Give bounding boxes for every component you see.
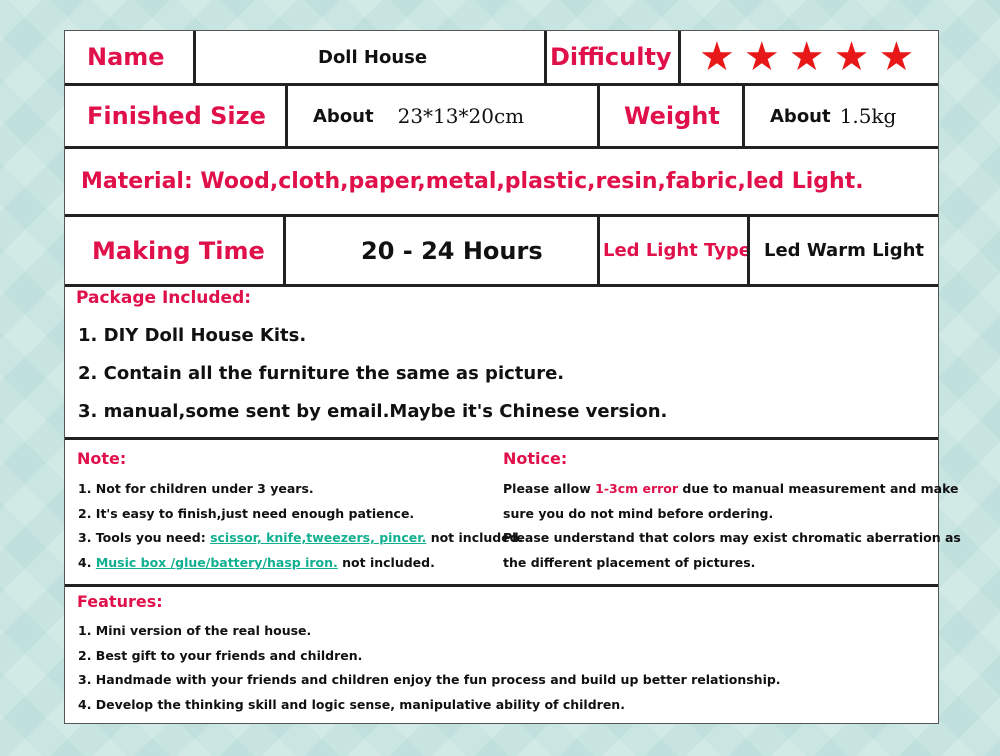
extras-link: Music box /glue/battery/hasp iron. [95,555,338,570]
package-section [65,287,938,440]
feature-item: 4. Develop the thinking skill and logic sense, manipulative ability of children. [78,697,625,712]
size-prefix: About [313,105,374,127]
feature-item: 3. Handmade with your friends and children enjoy the fun process and build up better relationship. [78,672,781,687]
name-value: Doll House [318,46,428,68]
note-title: Note: [77,449,127,468]
size-value: 23*13*20cm [397,104,525,128]
note-line: 3. Tools you need: scissor, knife,tweezers, pincer. not included. [78,530,524,545]
star-icon: ★ [743,34,780,80]
notice-line: Please allow 1-3cm error due to manual measurement and make [503,481,959,496]
package-item: 3. manual,some sent by email.Maybe it's Chinese version. [78,401,668,422]
led-type-label: Led Light Type [603,240,752,261]
package-title: Package Included: [76,288,252,308]
spec-sheet [64,30,961,724]
star-icon: ★ [788,34,825,80]
difficulty-stars [678,31,938,83]
notice-line: sure you do not mind before ordering. [503,506,774,521]
error-highlight: 1-3cm error [595,481,679,496]
making-time-value: 20 - 24 Hours [361,236,543,265]
note-notice-section [65,440,961,587]
making-time-row [65,217,938,287]
note-line: 2. It's easy to finish,just need enough patience. [78,506,415,521]
package-item: 2. Contain all the furniture the same as picture. [78,363,565,384]
package-item: 1. DIY Doll House Kits. [78,325,307,346]
notice-line: the different placement of pictures. [503,555,756,570]
weight-label: Weight [624,102,720,130]
notice-title: Notice: [503,449,568,468]
weight-prefix: About [770,105,831,127]
material-row [65,149,938,217]
features-section [65,587,938,723]
star-icon: ★ [833,34,870,80]
making-time-label: Making Time [92,236,265,265]
size-row [65,86,938,149]
weight-value: 1.5kg [839,104,897,128]
features-title: Features: [77,592,163,611]
name-row [65,31,938,86]
name-label: Name [87,43,165,71]
difficulty-label: Difficulty [550,43,672,71]
led-type-value: Led Warm Light [764,240,925,261]
star-icon: ★ [878,34,915,80]
note-line: 1. Not for children under 3 years. [78,481,314,496]
note-line: 4. Music box /glue/battery/hasp iron. not included. [78,555,435,570]
star-icon: ★ [699,34,735,80]
material-text: Material: Wood,cloth,paper,metal,plastic,resin,fabric,led Light. [81,169,864,194]
notice-line: Please understand that colors may exist chromatic aberration as [503,530,961,545]
feature-item: 1. Mini version of the real house. [78,623,312,638]
feature-item: 2. Best gift to your friends and children. [78,648,363,663]
finished-size-label: Finished Size [87,102,266,130]
tools-link: scissor, knife,tweezers, pincer. [210,530,427,545]
